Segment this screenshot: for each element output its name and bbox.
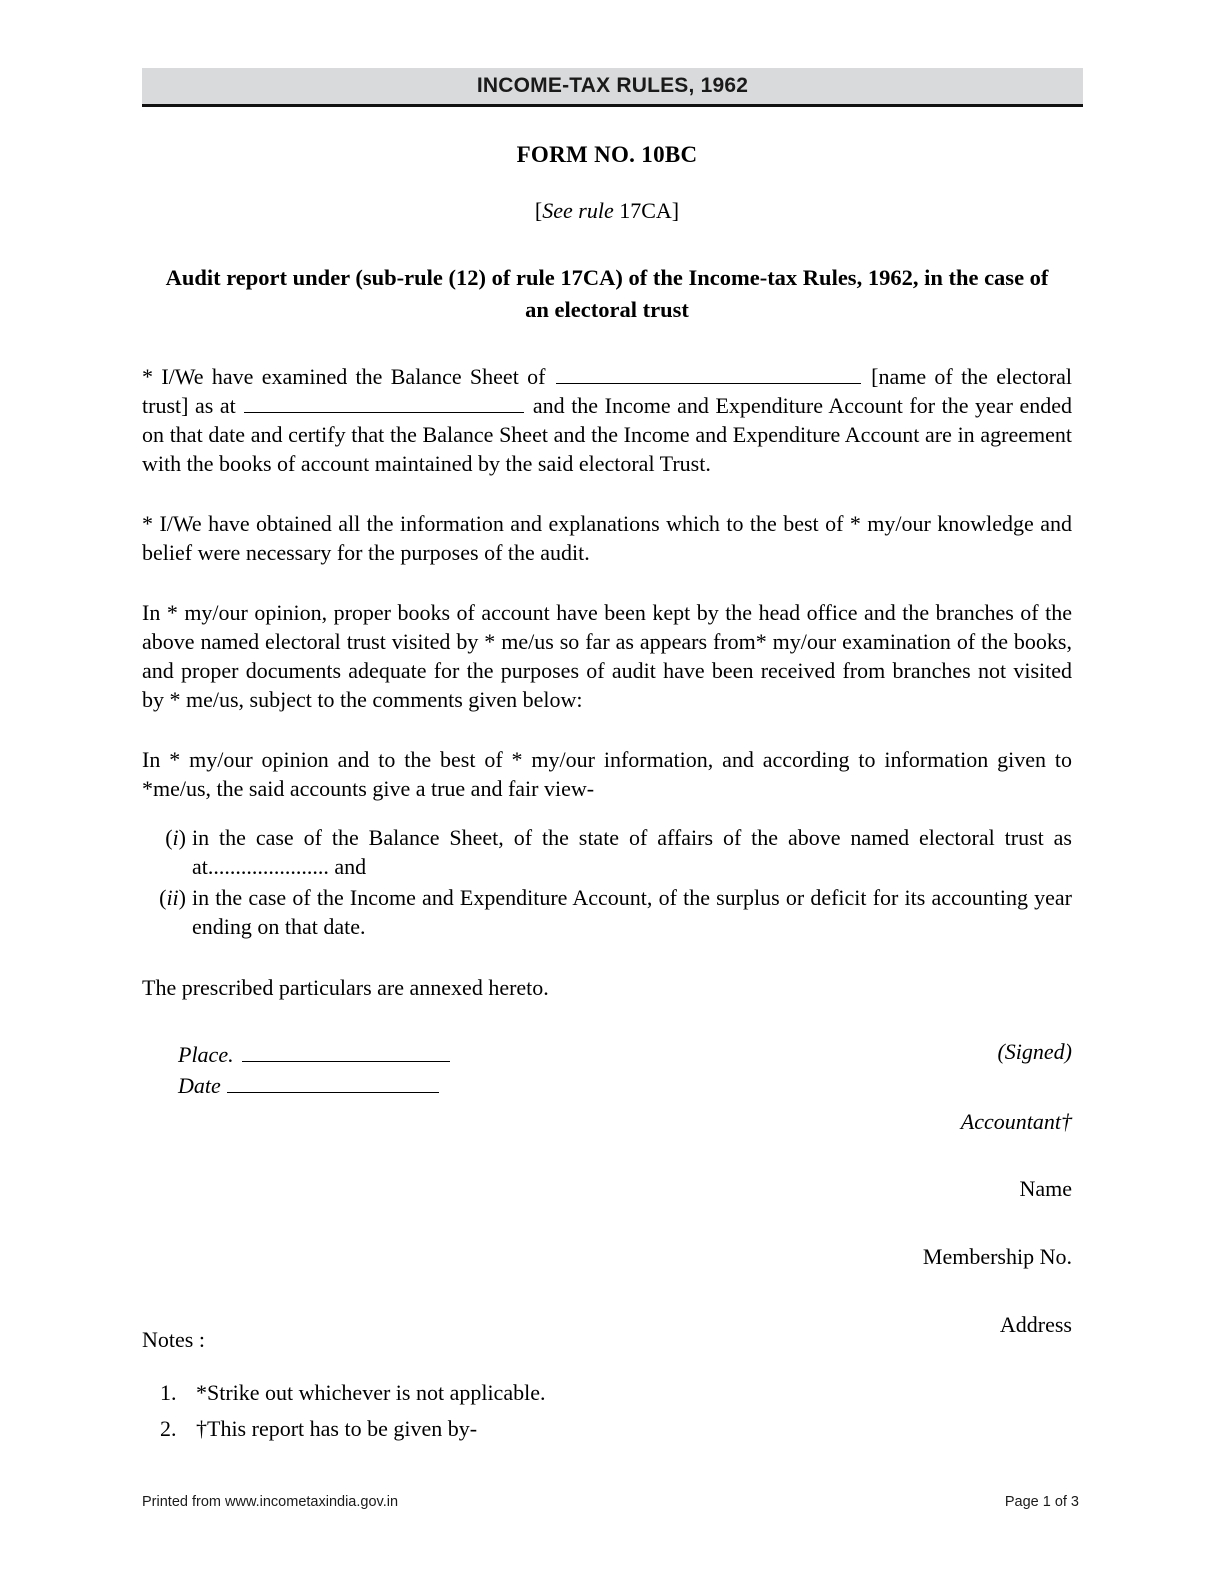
as-at-date-blank-field[interactable] [244,395,524,413]
list-marker-ii: (ii) [159,885,186,910]
list-item-text: in the case of the Income and Expenditure Account, of the surplus or deficit for its accounting year ending on that date. [192,885,1072,939]
notes-heading: Notes : [142,1327,205,1352]
audit-report-title: Audit report under (sub-rule (12) of rule 17CA) of the Income-tax Rules, 1962, in the case of an electoral trust [165,265,1049,322]
place-blank-field[interactable] [242,1045,450,1062]
paragraph-1-part-b: [name of the electoral trust] as at [142,364,1072,418]
see-rule-line [142,198,1072,224]
see-rule-italic-text: See rule [542,198,614,223]
date-label: Date [178,1073,221,1098]
page-number-text: Page 1 of 3 [1004,1494,1079,1510]
list-item-text: in the case of the Balance Sheet, of the state of affairs of the above named electoral trust as at...................... and [192,825,1072,879]
list-marker-i-text: i [172,825,179,850]
prescribed-particulars-note: The prescribed particulars are annexed hereto. [142,975,549,1000]
address-label: Address [999,1312,1072,1337]
page-header-title: INCOME-TAX RULES, 1962 [476,74,749,97]
trust-name-blank-field[interactable] [556,366,861,384]
notes-list [142,1375,1072,1447]
list-item [142,1375,1072,1411]
accountant-label: Accountant† [960,1109,1072,1134]
paragraph-opinion-books: In * my/our opinion, proper books of account have been kept by the head office and the branches of the above named electoral trust visited by * me/us so far as appears from* my/our examination of the books, and proper documents adequate for the purposes of audit have been received from branches not visited by * me/us, subject to the comments given below: [142,600,1072,712]
see-rule-reference: 17CA] [613,198,680,223]
place-date-group [178,1039,450,1101]
form-number-heading: FORM NO. 10BC [516,142,698,167]
list-item [142,823,1072,881]
printed-from-text: Printed from www.incometaxindia.gov.in [142,1494,399,1510]
membership-number-label: Membership No. [922,1244,1072,1269]
accountant-signature-column [592,1039,1072,1338]
document-body [142,130,1072,1447]
note-text-2: †This report has to be given by- [196,1416,478,1441]
list-marker-ii-text: ii [166,885,179,910]
place-label: Place. [178,1042,234,1067]
list-item [142,883,1072,941]
paragraph-1-part-a: * I/We have examined the Balance Sheet of [142,364,554,389]
date-row [178,1070,450,1101]
paragraph-balance-sheet [142,362,1072,478]
paragraph-information-obtained: * I/We have obtained all the information and explanations which to the best of * my/our knowledge and belief were necessary for the purposes of the audit. [142,511,1072,565]
paragraph-opinion-true-fair: In * my/our opinion and to the best of * my/our information, and according to information given to *me/us, the said accounts give a true and fair view- [142,747,1072,801]
date-blank-field[interactable] [227,1076,439,1093]
accountant-name-label: Name [1019,1176,1072,1201]
note-number-2: 2. [160,1416,177,1441]
note-number-1: 1. [160,1380,177,1405]
page-header-band [142,68,1083,107]
place-row [178,1039,450,1070]
note-text-1: *Strike out whichever is not applicable. [196,1380,546,1405]
opinion-roman-list [142,823,1072,941]
page-footer [142,1494,1079,1510]
signed-label: (Signed) [997,1039,1072,1064]
list-marker-i: (i) [165,825,186,850]
signature-block [142,1039,1072,1337]
see-rule-open-bracket: [ [534,198,543,223]
paragraph-1-part-c: and the Income and Expenditure Account for the year ended on that date and certify that the Balance Sheet and the Income and Expenditure Account are in agreement with the books of account maintained by the said electoral Trust. [142,393,1072,476]
list-item [142,1411,1072,1447]
